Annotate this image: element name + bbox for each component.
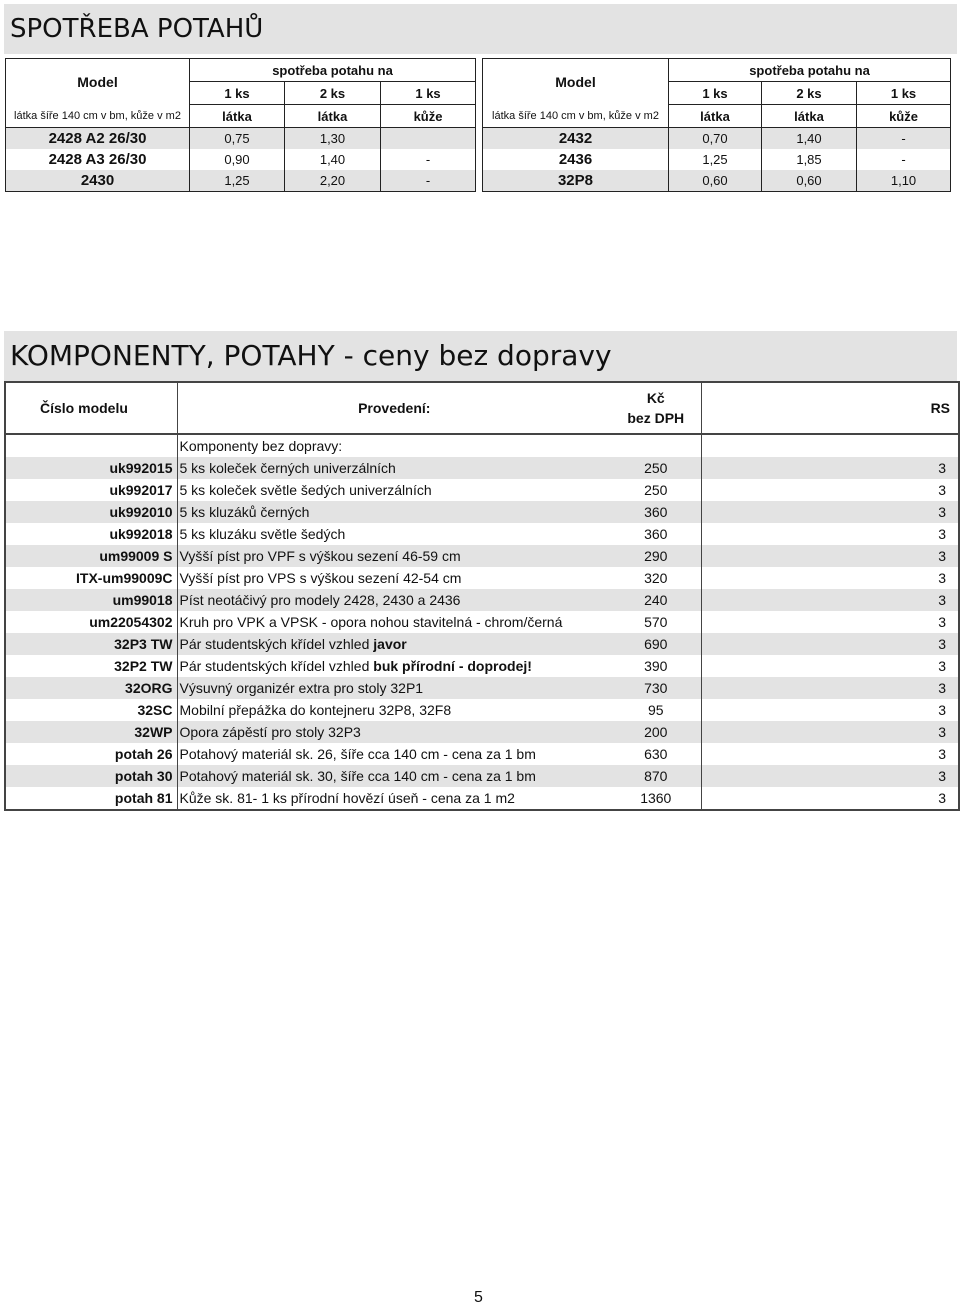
rs-value: 3 (701, 589, 959, 611)
section-title: KOMPONENTY, POTAHY - ceny bez dopravy (10, 339, 612, 372)
description (177, 699, 611, 721)
table-row (5, 765, 959, 787)
table-row (6, 170, 476, 192)
price: 390 (611, 655, 701, 677)
model-code: um99009 S (5, 545, 177, 567)
material-sublabel: látka šíře 140 cm v bm, kůže v m2 (483, 105, 669, 128)
model-cell: 2428 A2 26/30 (6, 128, 190, 150)
price: 250 (611, 457, 701, 479)
table-row (5, 677, 959, 699)
description (177, 479, 611, 501)
rs-value: 3 (701, 765, 959, 787)
model-code: ITX-um99009C (5, 567, 177, 589)
value-cell: 0,75 (190, 128, 285, 150)
model-code: uk992017 (5, 479, 177, 501)
table-row (483, 149, 951, 170)
qty-header: 1 ks (190, 82, 285, 105)
table-row (5, 633, 959, 655)
description-text: Kůže sk. 81- 1 ks přírodní hovězí úseň - cena za 1 m2 (179, 790, 515, 806)
material-header: kůže (381, 105, 476, 128)
rs-value: 3 (938, 702, 947, 718)
value-cell: 0,60 (669, 170, 762, 192)
value-cell (381, 128, 476, 150)
description-text: Mobilní přepážka do kontejneru 32P8, 32F8 (179, 702, 452, 718)
table-row (5, 567, 959, 589)
model-code: uk992010 (5, 501, 177, 523)
value-cell: 1,40 (285, 149, 381, 170)
description (177, 589, 611, 611)
description-text: Pár studentských křídel vzhled (179, 636, 374, 652)
value-cell: 1,30 (285, 128, 381, 150)
description (177, 611, 611, 633)
description (177, 677, 611, 699)
description-text: Vyšší píst pro VPF s výškou sezení 46-59 cm (179, 548, 461, 564)
value-cell: 1,40 (762, 128, 857, 150)
column-header-price (611, 382, 701, 434)
model-code: 32ORG (5, 677, 177, 699)
value-cell: 2,20 (285, 170, 381, 192)
description-text: Pár studentských křídel vzhled (179, 658, 374, 674)
value-cell: 0,70 (669, 128, 762, 150)
model-header: Model (483, 59, 669, 105)
material-header: látka (669, 105, 762, 128)
material-header: látka (285, 105, 381, 128)
price-vat-note: bez DPH (627, 410, 685, 426)
material-sublabel: látka šíře 140 cm v bm, kůže v m2 (6, 105, 190, 128)
rs-value: 3 (938, 790, 947, 806)
qty-header: 2 ks (762, 82, 857, 105)
value-cell: 1,85 (762, 149, 857, 170)
qty-header: 2 ks (285, 82, 381, 105)
qty-header: 1 ks (381, 82, 476, 105)
table-row (5, 545, 959, 567)
rs-value: 3 (701, 545, 959, 567)
qty-header: 1 ks (669, 82, 762, 105)
rs-value: 3 (701, 457, 959, 479)
section-title: SPOTŘEBA POTAHŮ (10, 14, 264, 44)
price: 360 (611, 501, 701, 523)
price: 95 (611, 699, 701, 721)
rs-value: 3 (938, 526, 947, 542)
table-row (5, 655, 959, 677)
table-row (5, 479, 959, 501)
price: 1360 (611, 787, 701, 810)
description-text: Píst neotáčivý pro modely 2428, 2430 a 2436 (179, 592, 461, 608)
table-row (5, 787, 959, 810)
material-header: látka (190, 105, 285, 128)
value-cell: - (857, 128, 951, 150)
description-emphasis: buk přírodní - doprodej! (373, 658, 532, 674)
column-header-provedeni: Provedení: (177, 382, 611, 434)
column-header-rs: RS (701, 382, 959, 434)
rs-value: 3 (938, 746, 947, 762)
spotreba-header: spotřeba potahu na (669, 59, 951, 82)
table-row (5, 457, 959, 479)
price: 690 (611, 633, 701, 655)
model-code: 32WP (5, 721, 177, 743)
rs-value: 3 (701, 501, 959, 523)
model-code: 32SC (5, 699, 177, 721)
model-cell: 2430 (6, 170, 190, 192)
price: 630 (611, 743, 701, 765)
table-row (5, 699, 959, 721)
value-cell: - (381, 170, 476, 192)
table-row (5, 721, 959, 743)
price: 320 (611, 567, 701, 589)
table-row (5, 501, 959, 523)
description-text: Opora zápěstí pro stoly 32P3 (179, 724, 361, 740)
model-code: uk992015 (5, 457, 177, 479)
model-cell: 32P8 (483, 170, 669, 192)
value-cell: 1,25 (669, 149, 762, 170)
consumption-table-left (5, 58, 476, 192)
column-header-model: Číslo modelu (5, 382, 143, 434)
description-text: Výsuvný organizér extra pro stoly 32P1 (179, 680, 424, 696)
price: 290 (611, 545, 701, 567)
description (177, 545, 611, 567)
rs-value: 3 (701, 721, 959, 743)
model-code: um99018 (5, 589, 177, 611)
description (177, 523, 611, 545)
consumption-table-right (482, 58, 951, 192)
price: 360 (611, 523, 701, 545)
section-header-band (4, 331, 957, 381)
rs-value: 3 (938, 658, 947, 674)
description (177, 787, 611, 810)
description-text: Kruh pro VPK a VPSK - opora nohou stavitelná - chrom/černá (179, 614, 563, 630)
material-header: kůže (857, 105, 951, 128)
description (177, 457, 611, 479)
value-cell: - (425, 152, 431, 167)
model-code: potah 30 (5, 765, 177, 787)
price: 250 (611, 479, 701, 501)
model-code: potah 81 (5, 787, 177, 810)
model-cell: 2432 (483, 128, 669, 150)
description (177, 721, 611, 743)
model-cell: 2436 (483, 149, 669, 170)
description (177, 501, 611, 523)
rs-value: 3 (938, 570, 947, 586)
price: 200 (611, 721, 701, 743)
description-text: Potahový materiál sk. 26, šíře cca 140 cm - cena za 1 bm (179, 746, 536, 762)
page-number: 5 (474, 1289, 483, 1306)
model-cell: 2428 A3 26/30 (6, 149, 190, 170)
description-text: Vyšší píst pro VPS s výškou sezení 42-54 cm (179, 570, 462, 586)
model-header: Model (6, 59, 190, 105)
description (177, 743, 611, 765)
description-text: 5 ks koleček černých univerzálních (179, 460, 396, 476)
spotreba-header: spotřeba potahu na (190, 59, 476, 82)
value-cell: 0,60 (762, 170, 857, 192)
model-code: 32P3 TW (5, 633, 177, 655)
value-cell: 1,25 (190, 170, 285, 192)
description-text: 5 ks kluzáků černých (179, 504, 310, 520)
description-text: Potahový materiál sk. 30, šíře cca 140 cm - cena za 1 bm (179, 768, 536, 784)
rs-value: 3 (701, 677, 959, 699)
value-cell: - (901, 152, 906, 167)
value-cell: 0,90 (190, 149, 285, 170)
price-currency: Kč (646, 390, 665, 406)
description-text: 5 ks koleček světle šedých univerzálních (179, 482, 432, 498)
intro-label: Komponenty bez dopravy: (177, 434, 611, 457)
model-code: um22054302 (5, 611, 177, 633)
table-row (483, 128, 951, 150)
model-code: potah 26 (5, 743, 177, 765)
table-row (5, 611, 959, 633)
price: 570 (611, 611, 701, 633)
description (177, 633, 611, 655)
components-table (4, 381, 960, 811)
rs-value: 3 (938, 482, 947, 498)
description-text: 5 ks kluzáku světle šedých (179, 526, 346, 542)
description (177, 655, 611, 677)
description-emphasis: javor (373, 636, 407, 652)
table-row (6, 128, 476, 150)
section-header-band (4, 4, 957, 54)
model-code: 32P2 TW (5, 655, 177, 677)
table-row (5, 589, 959, 611)
price: 870 (611, 765, 701, 787)
model-code: uk992018 (5, 523, 177, 545)
price: 730 (611, 677, 701, 699)
description (177, 567, 611, 589)
description (177, 765, 611, 787)
value-cell: 1,10 (857, 170, 951, 192)
qty-header: 1 ks (857, 82, 951, 105)
table-row (5, 743, 959, 765)
price: 240 (611, 589, 701, 611)
table-row (6, 149, 476, 170)
rs-value: 3 (701, 633, 959, 655)
rs-value: 3 (938, 614, 947, 630)
table-row (5, 523, 959, 545)
table-row (483, 170, 951, 192)
material-header: látka (762, 105, 857, 128)
